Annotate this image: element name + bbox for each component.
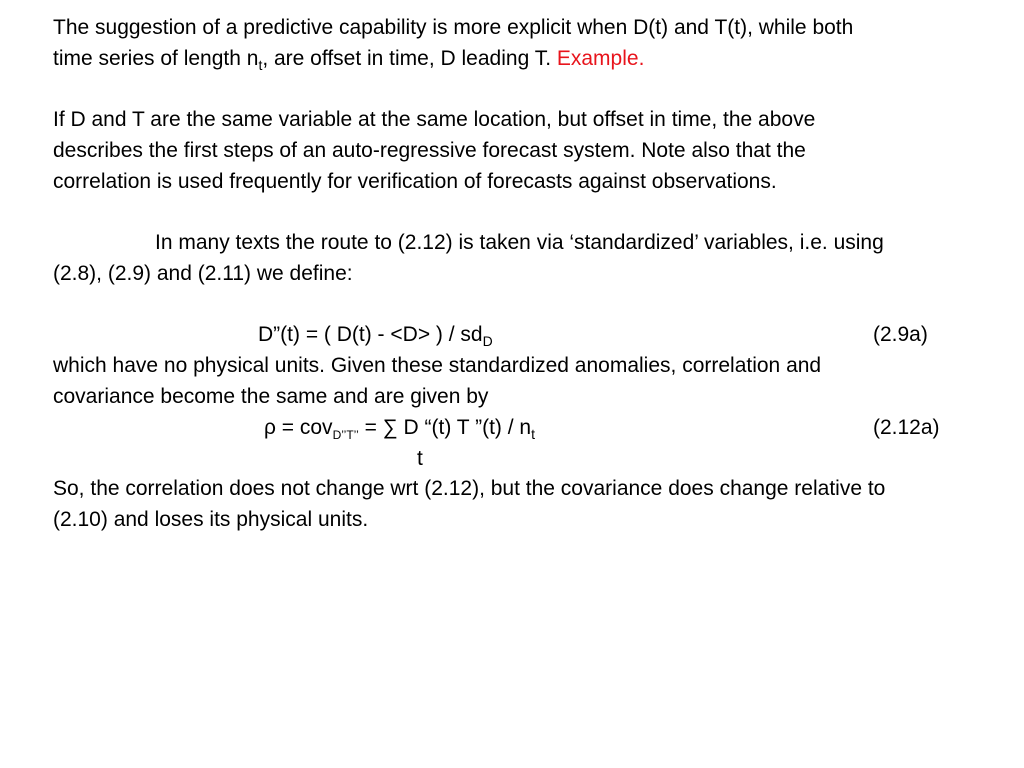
p3-line1: In many texts the route to (2.12) is taken via ‘standardized’ variables, i.e. using [155, 231, 884, 254]
p1-line2-subscript: t [258, 57, 263, 73]
equation-2-12a-subscript2: t [531, 426, 535, 442]
p5-line2: (2.10) and loses its physical units. [53, 508, 369, 531]
equation-2-12a-subscript: D’’T’’ [332, 428, 359, 442]
p1-line2-text: time series of length n [53, 47, 259, 70]
p2-line3: correlation is used frequently for verification of forecasts against observations. [53, 170, 777, 193]
p2-line1: If D and T are the same variable at the same location, but offset in time, the above [53, 108, 816, 131]
p4-line2: covariance become the same and are given by [53, 385, 489, 408]
p2-line2: describes the first steps of an auto-regressive forecast system. Note also that the [53, 139, 806, 162]
equation-2-9a-text: D”(t) = ( D(t) - <D> ) / sd [258, 323, 483, 346]
equation-2-12a-middle: = ∑ D “(t) T ”(t) / n [358, 416, 532, 439]
equation-2-9a-subscript: D [482, 333, 493, 349]
p5-line1: So, the correlation does not change wrt (2.12), but the covariance does change relative to [53, 477, 886, 500]
equation-2-12a [264, 415, 535, 443]
equation-number-2-9a: (2.9a) [873, 323, 928, 346]
p3-line2: (2.8), (2.9) and (2.11) we define: [53, 262, 353, 285]
p1-line2 [53, 46, 644, 73]
p1-line2-rest: , are offset in time, D leading T. [262, 47, 557, 70]
p1-line1: The suggestion of a predictive capability is more explicit when D(t) and T(t), while both [53, 16, 854, 39]
sum-index: t [417, 447, 423, 470]
example-link[interactable]: Example. [556, 47, 645, 70]
p4-line1: which have no physical units. Given these standardized anomalies, correlation and [53, 354, 822, 377]
equation-2-9a [258, 322, 493, 349]
equation-number-2-12a: (2.12a) [873, 416, 940, 439]
equation-2-12a-text: ρ = cov [264, 416, 333, 439]
